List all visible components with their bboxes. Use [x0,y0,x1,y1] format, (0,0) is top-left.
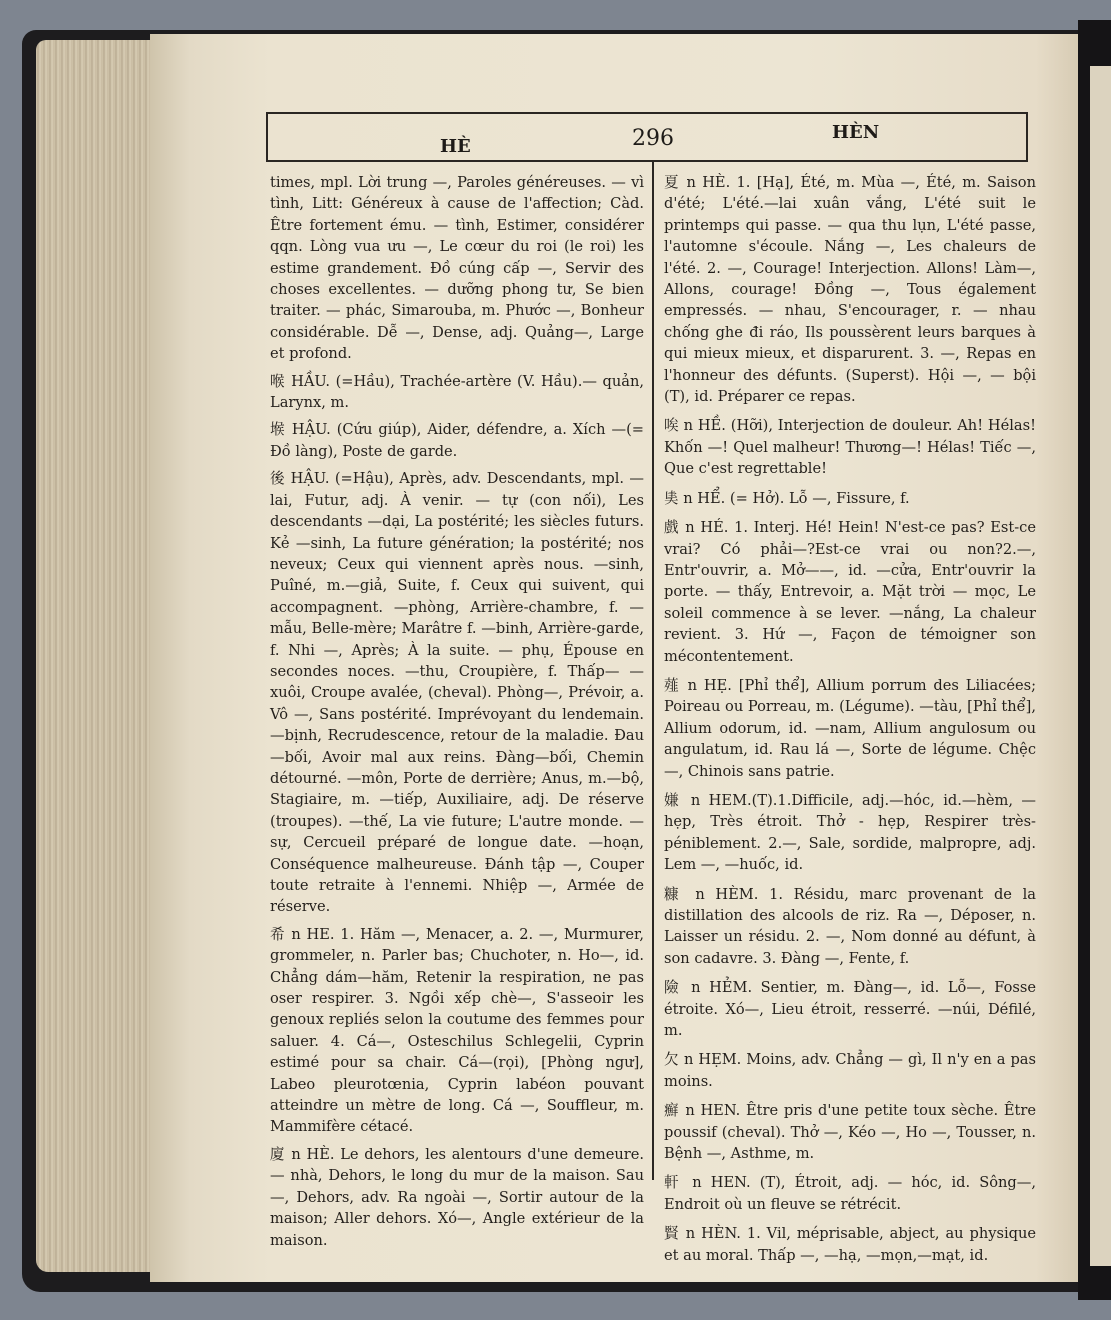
entry-hem-sentier [664,977,1036,1041]
facing-page-edge [1078,20,1111,1300]
column-divider [652,160,654,1180]
left-column [270,172,644,1257]
entry-hen-vil [664,1223,1036,1266]
entry-hau-apres [270,468,644,918]
entry-text: 糠 n HÈM. 1. Résidu, marc provenant de la distillation des alcools de riz. Ra —, Déposer, n. Laisser un résidu. 2. —, Nom donné au défunt, à son cadavre. 3. Đàng —, Fente, f. [664,885,1036,967]
entry-text: 軒 n HEN. (T), Étroit, adj. — hóc, id. Sông—, Endroit où un fleuve se rétrécit. [664,1174,1036,1213]
entry-hem-difficile [664,790,1036,876]
entry-he-ete [664,172,1036,407]
entry-he-poireau [664,675,1036,782]
entry-he-dehors [270,1144,644,1251]
entry-text: 嫌 n HEM.(T).1.Difficile, adj.—hóc, id.—hèm, —hẹp, Très étroit. Thở - hẹp, Respirer très-péniblement. 2.—, Sale, sordide, malpropre, adj. Lem —, —huốc, id. [664,791,1036,874]
entry-he-interj [664,517,1036,667]
entry-text: 奊 n HỂ. (= Hở). Lỗ —, Fissure, f. [664,489,910,507]
entry-text: 癬 n HEN. Être pris d'une petite toux sèche. Être poussif (cheval). Thở —, Kéo —, Ho —, Tousser, n. Bệnh —, Asthme, m. [664,1102,1036,1163]
entry-he-menacer [270,924,644,1138]
entry-text: 堠 HẬU. (Cứu giúp), Aider, défendre, a. Xích —(= Đồ làng), Poste de garde. [270,421,644,460]
entry-text: 希 n HE. 1. Hăm —, Menacer, a. 2. —, Murmurer, grommeler, n. Parler bas; Chuchoter, n. Ho—, id. Chẳng dám—hăm, Retenir la respiration, ne pas oser respirer. 3. Ngồi xếp chè—, S'asseoir les genoux repliés selon la coutume des femmes pour saluer. 4. Cá—, Osteschilus Schlegelii, Cyprin estimé pour sa chair. Cá—(rọi), [Phòng ngư], Labeo pleurotœnia, Cyprin labéon pouvant atteindre un mètre de long. Cá —, Souffleur, m. Mammifère cétacé. [270,925,644,1136]
entry-he-fissure [664,488,1036,509]
left-headword: HÈ [440,136,471,157]
facing-page-sliver [1090,66,1111,1266]
entry-hem-moins [664,1049,1036,1092]
entry-hau-larynx [270,371,644,414]
entry-text: 賢 n HÈN. 1. Vil, méprisable, abject, au physique et au moral. Thấp —, —hạ, —mọn,—mạt, id. [664,1225,1036,1264]
running-header [266,112,1028,162]
entry-text: 夏 n HÈ. 1. [Hạ], Été, m. Mùa —, Été, m. Saison d'été; L'été.—lai xuân vắng, L'été suit le printemps qui passe. — qua thu lụn, L'été passe, l'automne s'écoule. Nắng —, Les chaleurs de l'été. 2. —, Courage! Interjection. Allons! Làm—, Allons, courage! Đồng —, Tous également empressés. — nhau, S'encourager, r. — nhau chống ghe đi ráo, Ils poussèrent leurs barques à qui mieux mieux, et disparurent. 3. —, Repas en l'honneur des défunts. (Superst). Hội —, — bội (T), id. Préparer ce repas. [664,174,1036,406]
entry-he-interjection [664,415,1036,479]
entry-text: 險 n HẺM. Sentier, m. Đàng—, id. Lỗ—, Fosse étroite. Xó—, Lieu étroit, resserré. —núi, Défilé, m. [664,979,1036,1040]
right-headword: HÈN [832,122,880,143]
page-edges [36,40,164,1272]
entry-text: 唉 n HỀ. (Hỡi), Interjection de douleur. Ah! Hélas! Khốn —! Quel malheur! Thương—! Hélas! Tiếc —, Que c'est regrettable! [664,417,1036,478]
entry-hem-residu [664,884,1036,970]
entry-text: 後 HẬU. (=Hậu), Après, adv. Descendants, mpl. —lai, Futur, adj. À venir. — tự (con nối), Les descendants —dại, La postérité; les siècles futurs. Kẻ —sinh, La future génération; la postérité; nos neveux; Ceux qui viennent après nous. —sinh, Puîné, m.—giả, Suite, f. Ceux qui suivent, qui accompagnent. —phòng, Arrière-chambre, f. —mẫu, Belle-mère; Marâtre f. —binh, Arrière-garde, f. Nhi —, Après; À la suite. — phụ, Épouse en secondes noces. —thu, Croupière, f. Thấp— —xuôi, Croupe avalée, (cheval). Phòng—, Prévoir, a. Vô —, Sans postérité. Imprévoyant du lendemain. —bịnh, Recrudescence, retour de la maladie. Đau—bối, Avoir mal aux reins. Đàng—bối, Chemin détourné. —môn, Porte de derrière; Anus, m.—bộ, Stagiaire, m. —tiếp, Auxiliaire, adj. De réserve (troupes). —thế, La vie future; L'autre monde. — sự, Cercueil préparé de longue date. —hoạn, Conséquence malheureuse. Đánh tập —, Couper toute retraite à l'ennemi. Nhiệp —, Armée de réserve. [270,470,644,916]
entry-hau-aider [270,419,644,462]
entry-continuation [270,172,644,365]
entry-text: 欠 n HẸM. Moins, adv. Chẳng — gì, Il n'y en a pas moins. [664,1051,1036,1090]
entry-text: 喉 HẦU. (=Hầu), Trachée-artère (V. Hầu).— quản, Larynx, m. [270,372,644,412]
entry-text: times, mpl. Lời trung —, Paroles généreuses. — vì tình, Litt: Généreux à cause de l'affection; Càd. Être fortement ému. — tình, Estimer, considérer qqn. Lòng vua ưu —, Le cœur du roi (le roi) les estime grandement. Đồ cúng cấp —, Servir des choses excellentes. — dưỡng phong tư, Se bien traiter. — phác, Simarouba, m. Phước —, Bonheur considérable. Dễ —, Dense, adj. Quảng—, Large et profond. [270,174,644,363]
entry-text: 薤 n HẸ. [Phỉ thể], Allium porrum des Liliacées; Poireau ou Porreau, m. (Légume). —tàu, [Phỉ thể], Allium odorum, id. —nam, Allium angulosum ou angulatum, id. Rau lá —, Sorte de légume. Chệc —, Chinois sans patrie. [664,676,1036,780]
entry-hen-toux [664,1100,1036,1164]
entry-text: 戲 n HÉ. 1. Interj. Hé! Hein! N'est-ce pas? Est-ce vrai? Có phải—?Est-ce vrai ou non?2.—, Entr'ouvrir, a. Mở——, id. —cửa, Entr'ouvrir la porte. — thấy, Entrevoir, a. Mặt trời — mọc, Le soleil commence à se lever. —nắng, La chaleur revient. 3. Hứ —, Façon de témoigner son mécontentement. [664,519,1036,665]
entry-text: 廈 n HÈ. Le dehors, les alentours d'une demeure. — nhà, Dehors, le long du mur de la maison. Sau—, Dehors, adv. Ra ngoài —, Sortir autour de la maison; Aller dehors. Xó—, Angle extérieur de la maison. [270,1145,644,1249]
page-number: 296 [632,126,674,151]
right-column [664,172,1036,1274]
entry-hen-etroit [664,1172,1036,1215]
